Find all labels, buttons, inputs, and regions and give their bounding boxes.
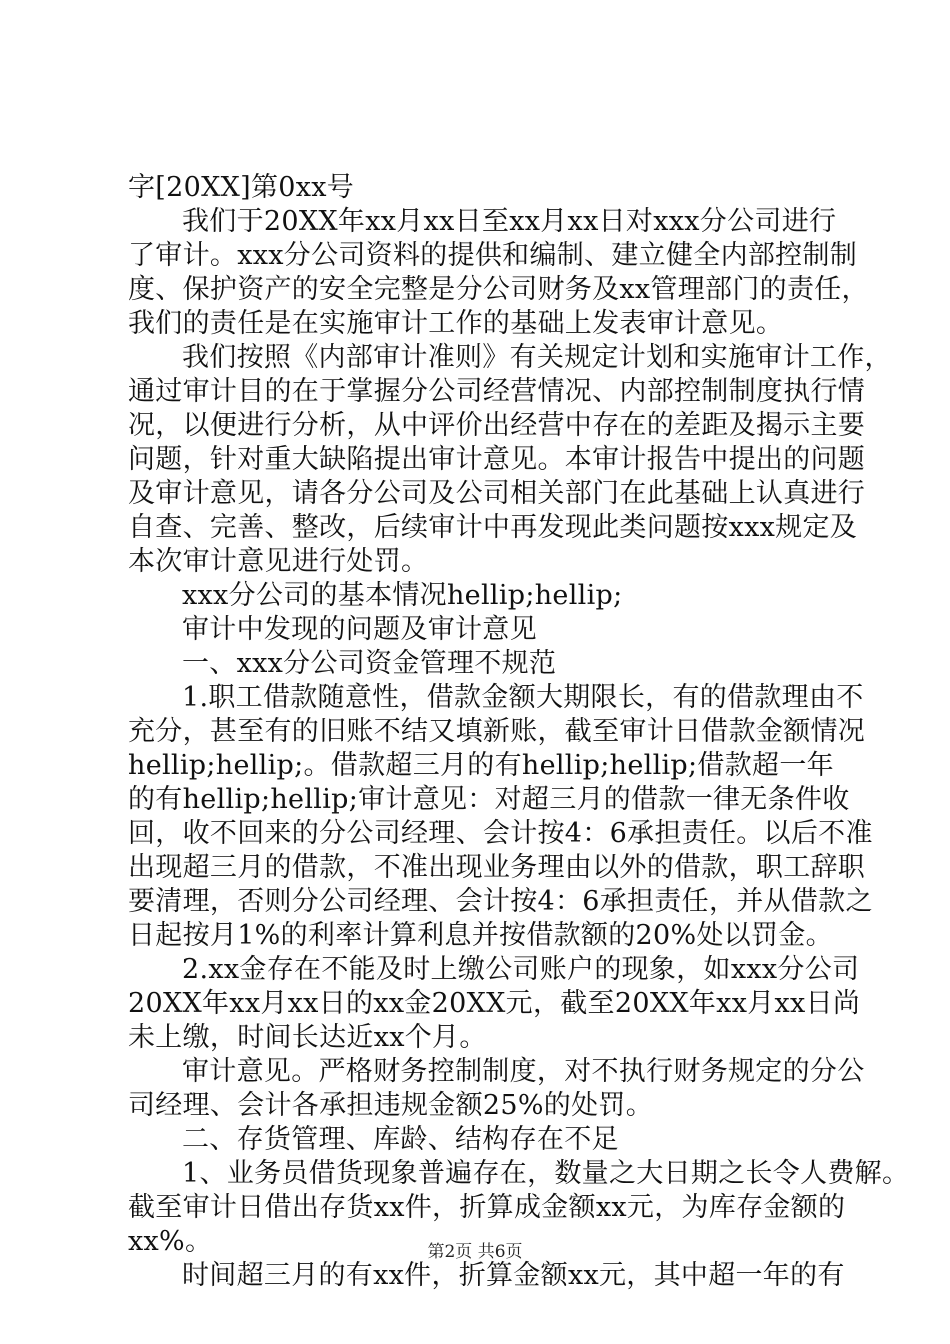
paragraph-line: 时间超三月的有xx件，折算金额xx元，其中超一年的有	[182, 1260, 845, 1291]
paragraph-line: xx%。	[128, 1226, 213, 1257]
paragraph-line: 司经理、会计各承担违规金额25%的处罚。	[128, 1090, 654, 1121]
paragraph-line: 我们的责任是在实施审计工作的基础上发表审计意见。	[128, 308, 784, 339]
paragraph-line: 了审计。xxx分公司资料的提供和编制、建立健全内部控制制	[128, 240, 858, 271]
paragraph-line: 的有hellip;hellip;审计意见：对超三月的借款一律无条件收	[128, 784, 850, 815]
paragraph-line: 本次审计意见进行处罚。	[128, 546, 429, 577]
paragraph-line: 及审计意见，请各分公司及公司相关部门在此基础上认真进行	[128, 478, 866, 509]
paragraph-line: 2.xx金存在不能及时上缴公司账户的现象，如xxx分公司	[182, 954, 860, 985]
paragraph-line: 通过审计目的在于掌握分公司经营情况、内部控制制度执行情	[128, 376, 866, 407]
section-heading: xxx分公司的基本情况hellip;hellip;	[182, 580, 623, 611]
paragraph-line: 充分，甚至有的旧账不结又填新账，截至审计日借款金额情况	[128, 716, 866, 747]
paragraph-line: 截至审计日借出存货xx件，折算成金额xx元，为库存金额的	[128, 1192, 846, 1223]
paragraph-line: 1.职工借款随意性，借款金额大期限长，有的借款理由不	[182, 682, 864, 713]
paragraph-line: 1、业务员借货现象普遍存在，数量之大日期之长令人费解。	[182, 1158, 910, 1189]
paragraph-line: 我们按照《内部审计准则》有关规定计划和实施审计工作，	[182, 342, 892, 373]
page-indicator: 第2页 共6页	[427, 1242, 523, 1262]
paragraph-line: 回，收不回来的分公司经理、会计按4：6承担责任。以后不准	[128, 818, 873, 849]
subsection-heading: 一、xxx分公司资金管理不规范	[182, 648, 557, 679]
paragraph-line: 自查、完善、整改，后续审计中再发现此类问题按xxx规定及	[128, 512, 858, 543]
doc-number-line: 字[20XX]第0xx号	[128, 172, 355, 203]
document-body	[128, 171, 910, 1293]
page-footer	[0, 1240, 950, 1264]
paragraph-line: 要清理，否则分公司经理、会计按4：6承担责任，并从借款之	[128, 886, 873, 917]
paragraph-line: 出现超三月的借款，不准出现业务理由以外的借款，职工辞职	[128, 852, 866, 883]
paragraph-line: 日起按月1%的利率计算利息并按借款额的20%处以罚金。	[128, 920, 833, 951]
subsection-heading: 二、存货管理、库龄、结构存在不足	[182, 1124, 619, 1155]
paragraph-line: hellip;hellip;。借款超三月的有hellip;hellip;借款超一年	[128, 750, 834, 781]
paragraph-line: 我们于20XX年xx月xx日至xx月xx日对xxx分公司进行	[182, 206, 837, 237]
paragraph-line: 审计意见。严格财务控制制度，对不执行财务规定的分公	[182, 1056, 865, 1087]
paragraph-line: 未上缴，时间长达近xx个月。	[128, 1022, 487, 1053]
paragraph-line: 度、保护资产的安全完整是分公司财务及xx管理部门的责任，	[128, 274, 869, 305]
paragraph-line: 况，以便进行分析，从中评价出经营中存在的差距及揭示主要	[128, 410, 866, 441]
section-heading: 审计中发现的问题及审计意见	[182, 614, 537, 645]
paragraph-line: 问题，针对重大缺陷提出审计意见。本审计报告中提出的问题	[128, 444, 866, 475]
paragraph-line: 20XX年xx月xx日的xx金20XX元，截至20XX年xx月xx日尚	[128, 988, 861, 1019]
